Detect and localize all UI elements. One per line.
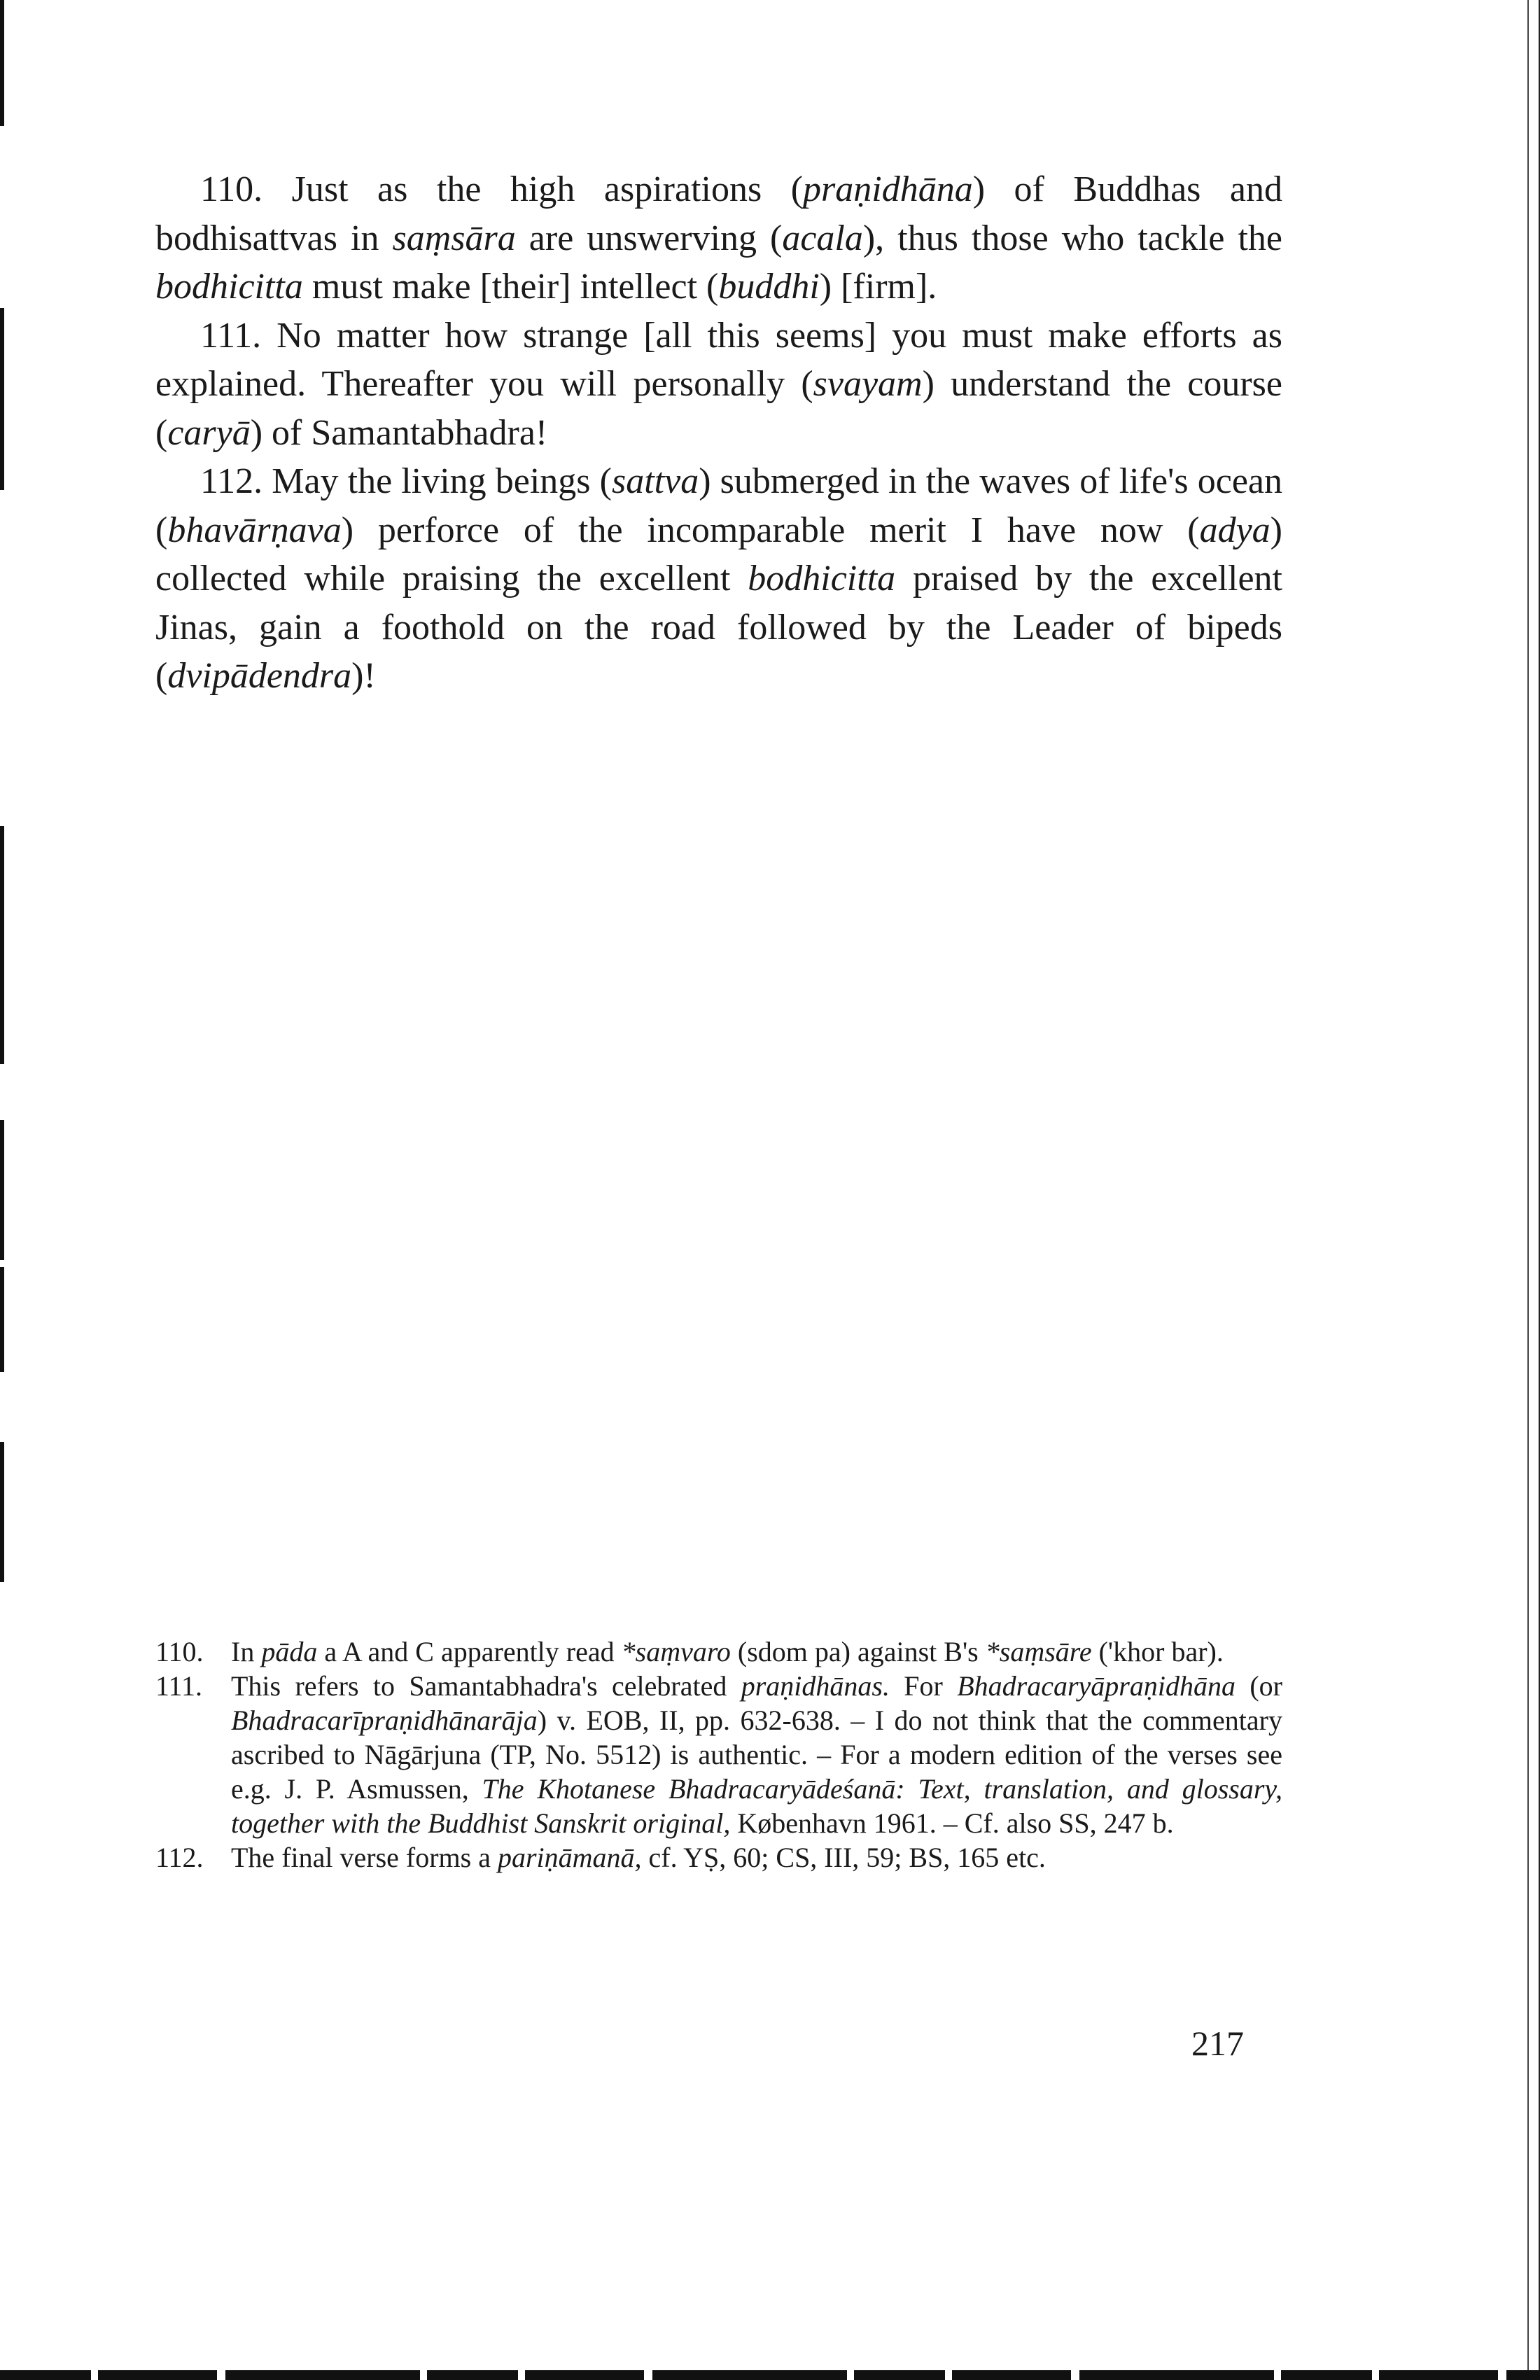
text-segment: cf. YṢ, 60; CS, III, 59; BS, 165 etc. [641, 1842, 1046, 1873]
footnote-110 [155, 1634, 1282, 1669]
footnote-number: 111. [155, 1670, 203, 1702]
term-pranidhana: praṇidhāna [803, 169, 973, 209]
term-bhavarnava: bhavārṇava [167, 510, 342, 550]
paragraph-110 [155, 165, 1282, 312]
text-segment: ) collected while praising the excellent [155, 510, 1282, 598]
term-bodhicitta: bodhicitta [748, 559, 896, 598]
scan-edge-left-5 [0, 1267, 4, 1372]
footnote-112 [155, 1840, 1282, 1875]
footnote-number: 110. [155, 1636, 204, 1667]
text-segment: For [889, 1670, 958, 1702]
footnotes [155, 1634, 1282, 1875]
title-bhadracaripranidhanaraja: Bhadracarīpraṇidhānarāja [231, 1704, 538, 1736]
scan-edge-left-3 [0, 826, 4, 1064]
text-segment: This refers to Samantabhadra's celebrated [231, 1670, 741, 1702]
scan-edge-left-2 [0, 308, 4, 490]
footnote-111 [155, 1669, 1282, 1840]
term-bodhicitta: bodhicitta [155, 267, 303, 307]
paragraph-number: 112. [200, 461, 263, 501]
text-segment: (or [1236, 1670, 1282, 1702]
scan-edge-right-inner [1527, 0, 1529, 2380]
term-pada: pāda [261, 1636, 318, 1667]
footnote-body [231, 1634, 1282, 1669]
text-segment: must make [their] intellect ( [302, 267, 719, 307]
main-text [155, 165, 1282, 701]
text-segment: ) [firm]. [819, 267, 937, 307]
term-parinamana: pariṇāmanā, [497, 1842, 642, 1873]
paragraph-number: 111. [200, 315, 262, 356]
text-segment: a A and C apparently read [317, 1636, 622, 1667]
term-samsara: saṃsāra [392, 218, 516, 258]
text-segment: The final verse forms a [231, 1842, 498, 1873]
paragraph-112 [155, 457, 1282, 701]
paragraph-111 [155, 312, 1282, 458]
term-dvipadendra: dvipādendra [167, 656, 352, 696]
text-segment: ('khor bar). [1091, 1636, 1224, 1667]
term-pranidhanas: praṇidhānas. [741, 1670, 890, 1702]
term-adya: adya [1199, 510, 1270, 550]
term-buddhi: buddhi [718, 267, 820, 307]
text-segment: ) of Buddhas and bodhisattvas in [155, 169, 1282, 258]
paragraph-number: 110. [200, 169, 263, 209]
text-segment: ) v. EOB, II, pp. 632-638. – I do not think that the commentary ascribed to Nāgārjuna (TP, No. 5512) is authentic. – For a modern edition of the verses see e.g. J. P. Asmussen, [231, 1704, 1282, 1805]
term-acala: acala [782, 218, 863, 258]
text-segment: No matter how strange [all this seems] you must make efforts as explained. Thereafter you will personally ( [155, 315, 1282, 404]
term-sattva: sattva [611, 461, 699, 501]
title-bhadracaryapranidhana: Bhadracaryāpraṇidhāna [957, 1670, 1236, 1702]
text-segment: )! [351, 656, 376, 696]
title-khotanese-bhadracaryadesana: The Khotanese Bhadracaryādeśanā: Text, translation, and glossary, together with the Buddhist Sanskrit original, [231, 1773, 1282, 1839]
scan-bottom-bar [0, 2370, 1540, 2380]
term-svayam: svayam [813, 364, 923, 404]
footnote-body [231, 1669, 1282, 1840]
footnote-body [231, 1840, 1282, 1875]
text-segment: are unswerving ( [515, 218, 783, 258]
scan-edge-left-4 [0, 1120, 4, 1260]
text-segment: København 1961. – Cf. also SS, 247 b. [730, 1807, 1174, 1839]
text-segment: ) understand the course ( [155, 364, 1282, 453]
text-segment: ) perforce of the incomparable merit I have now ( [341, 510, 1200, 550]
scan-edge-left-1 [0, 0, 4, 126]
text-segment: In [231, 1636, 262, 1667]
text-segment: ) submerged in the waves of life's ocean ( [155, 461, 1283, 550]
text-segment: ) of Samantabhadra! [250, 412, 548, 453]
footnote-number: 112. [155, 1842, 204, 1873]
text-segment: (sdom pa) against B's [730, 1636, 986, 1667]
term-samsare: *saṃsāre [985, 1636, 1092, 1667]
text-segment: Just as the high aspirations ( [262, 169, 804, 209]
page-number: 217 [1191, 2024, 1244, 2063]
term-samvaro: *saṃvaro [621, 1636, 731, 1667]
text-segment: ), thus those who tackle the [862, 218, 1283, 258]
text-segment: praised by the excellent Jinas, gain a foothold on the road followed by the Leader of bipeds ( [155, 559, 1282, 696]
scan-edge-left-6 [0, 1442, 4, 1582]
term-carya: caryā [167, 412, 251, 453]
text-segment: May the living beings ( [262, 461, 612, 501]
